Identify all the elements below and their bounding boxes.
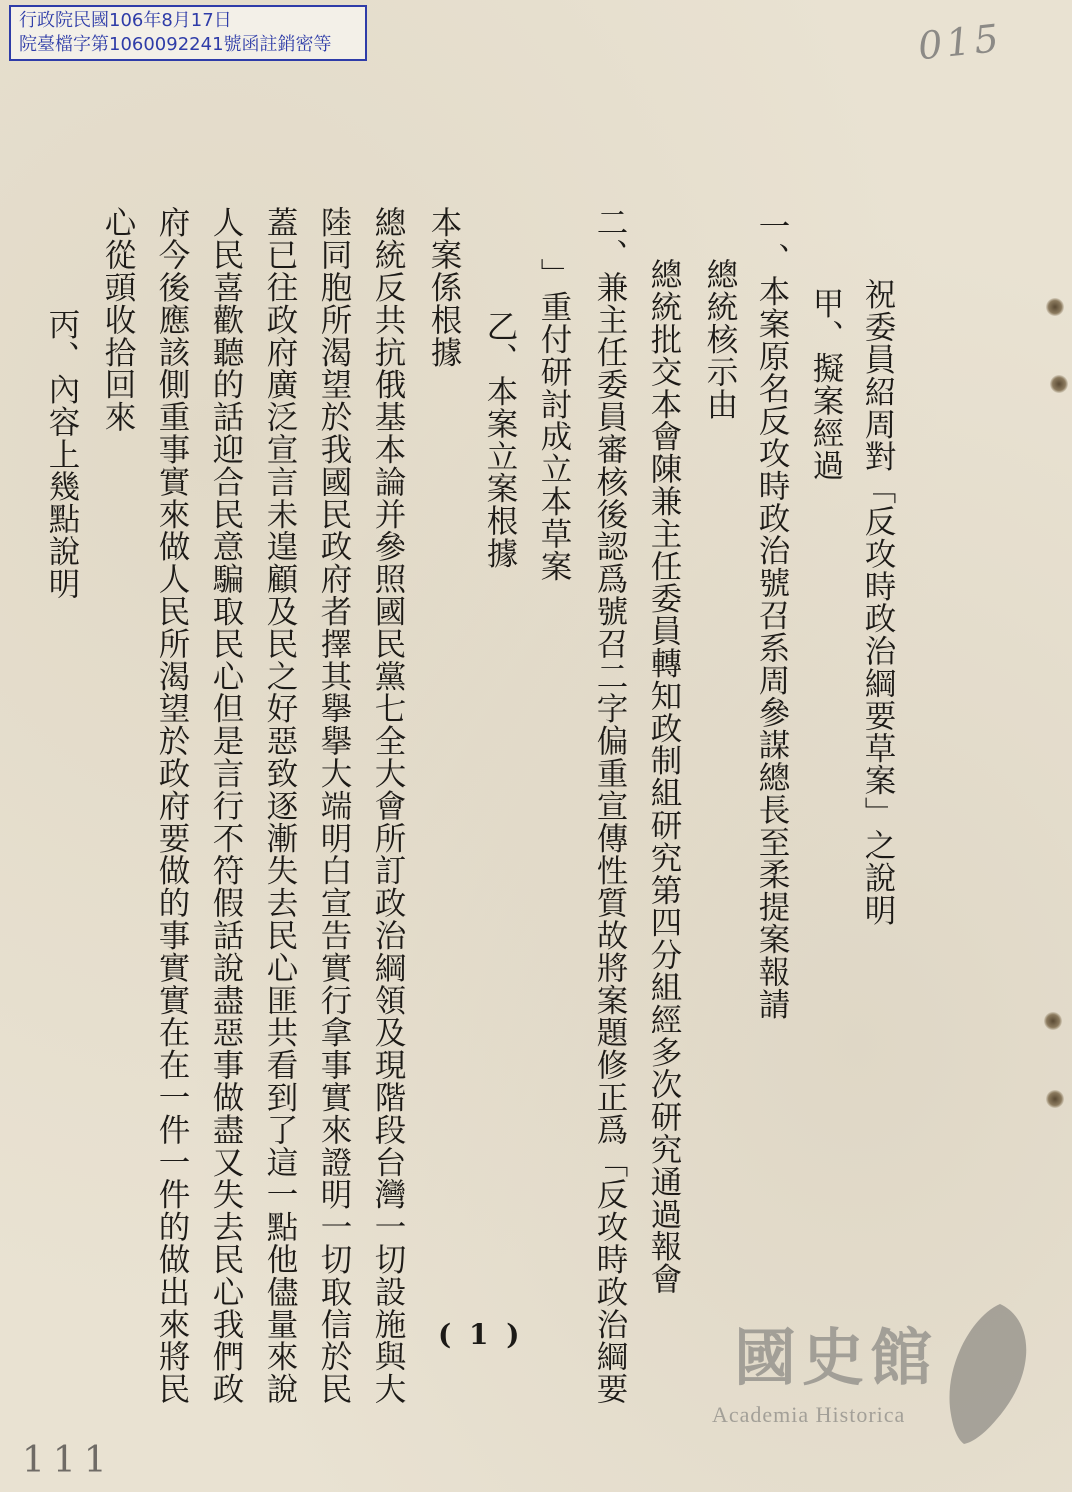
handwritten-page-number: 015 [915, 15, 1005, 69]
stamp-line-2: 院臺檔字第1060092241號函註銷密等 [19, 34, 332, 55]
text-column: 總統核示由 [702, 258, 738, 420]
section-heading-yi: 乙、本案立案根據 [482, 310, 518, 570]
binding-hole-icon [1050, 375, 1068, 393]
text-column: 心從頭收拾回來 [100, 206, 136, 433]
text-column: 」重付研討成立本草案 [536, 258, 572, 582]
archive-watermark [704, 1298, 1044, 1448]
text-column: 府今後應該側重事實來做人民所渴望於政府要做的事實實在在一件一件的做出來將民 [154, 206, 190, 1405]
text-column: 蓋已往政府廣泛宣言未遑顧及民之好惡致逐漸失去民心匪共看到了這一點他儘量來說 [262, 206, 298, 1405]
stamp-line-1: 行政院民國106年8月17日 [19, 10, 232, 31]
taiwan-silhouette-icon [930, 1298, 1036, 1448]
watermark-english: Academia Historica [712, 1402, 906, 1427]
handwritten-mark: 111 [22, 1440, 115, 1481]
page-folio: ( 1 ) [438, 1318, 524, 1351]
binding-hole-icon [1046, 1090, 1064, 1108]
text-column: 總統反共抗俄基本論并參照國民黨七全大會所訂政治綱領及現階段台灣一切設施與大 [370, 206, 406, 1405]
doc-title: 祝委員紹周對「反攻時政治綱要草案」之說明 [860, 278, 896, 926]
section-heading-jia: 甲、擬案經過 [808, 287, 844, 482]
text-column: 本案係根據 [426, 206, 462, 368]
text-column: 一、本案原名反攻時政治號召系周參謀總長至柔提案報請 [754, 210, 790, 1020]
watermark-logo: 國史館 [734, 1321, 939, 1394]
text-column: 人民喜歡聽的話迎合民意騙取民心但是言行不符假話說盡惡事做盡又失去民心我們政 [208, 206, 244, 1405]
binding-hole-icon [1046, 298, 1064, 316]
binding-hole-icon [1044, 1012, 1062, 1030]
section-heading-bing: 丙、內容上幾點說明 [44, 308, 80, 600]
declassification-stamp [9, 5, 367, 61]
text-column: 陸同胞所渴望於我國民政府者擇其擧擧大端明白宣告實行拿事實來證明一切取信於民 [316, 206, 352, 1405]
text-column: 二、兼主任委員審核後認爲號召二字偏重宣傳性質故將案題修正爲「反攻時政治綱要 [592, 206, 628, 1405]
text-column: 總統批交本會陳兼主任委員轉知政制組研究第四分組經多次研究通過報會 [646, 258, 682, 1295]
